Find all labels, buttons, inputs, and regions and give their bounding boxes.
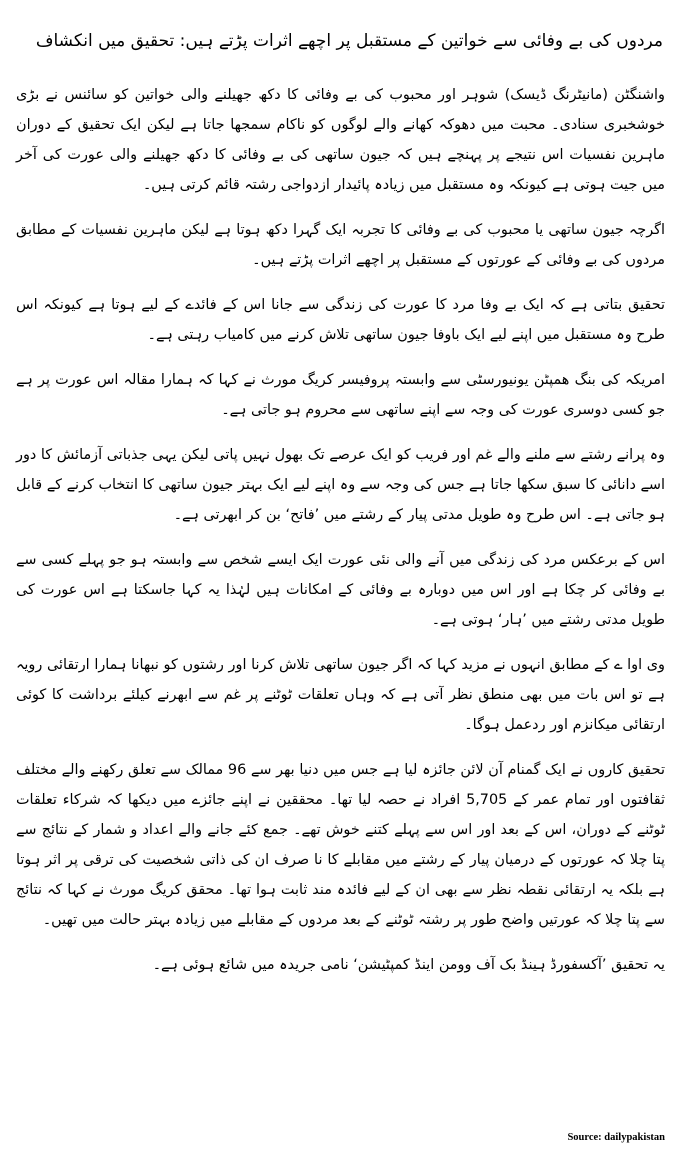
article-paragraph-6: اس کے برعکس مرد کی زندگی میں آنے والی نئی عورت ایک ایسے شخص سے وابستہ ہو جو پہلے کسی سے بے وفائی کر چکا ہے اور اس میں دوبارہ بے وفائی کے امکانات ہیں لہٰذا یہ کہا جاسکتا ہے اس عورت کی طویل مدتی رشتے میں ’ہار‘ ہوتی ہے۔ xyxy=(16,552,665,628)
article-headline: مردوں کی بے وفائی سے خواتین کے مستقبل پر اچھے اثرات پڑتے ہیں: تحقیق میں انکشاف xyxy=(35,31,663,51)
article-paragraph-3: تحقیق بتاتی ہے کہ ایک بے وفا مرد کا عورت کی زندگی سے جانا اس کے فائدے کے لیے ہوتا ہے کیونکہ اس طرح وہ مستقبل میں اپنے لیے ایک باوفا جیون ساتھی تلاش کرنے میں کامیاب رہتی ہے۔ xyxy=(16,297,665,343)
source-credit: Source: dailypakistan xyxy=(567,1132,665,1143)
article-paragraph-7: وی اوا ے کے مطابق انہوں نے مزید کہا کہ اگر جیون ساتھی تلاش کرنا اور رشتوں کو نبھانا ہمارا ارتقائی رویہ ہے تو اس بات میں بھی منطق نظر آتی ہے کہ وہاں تعلقات ٹوٹنے پر غم سے ابھرنے کیلئے برداشت کا کوئی ارتقائی میکانزم اور ردعمل ہوگا۔ xyxy=(16,657,665,733)
article-paragraph-2: اگرچہ جیون ساتھی یا محبوب کی بے وفائی کا تجربہ ایک گہرا دکھ ہوتا ہے لیکن ماہرین نفسیات کے مطابق مردوں کی بے وفائی کے عورتوں کے مستقبل پر اچھے اثرات پڑتے ہیں۔ xyxy=(16,222,665,268)
article-paragraph-8: تحقیق کاروں نے ایک گمنام آن لائن جائزہ لیا ہے جس میں دنیا بھر سے 96 ممالک سے تعلق رکھنے والے مختلف ثقافتوں اور تمام عمر کے 5,705 افراد نے حصہ لیا تھا۔ محققین نے اپنے جائزے میں دیکھا کہ شرکاء تعلقات ٹوٹنے کے دوران، اس کے بعد اور اس سے پہلے کتنے خوش تھے۔ جمع کئے جانے والے اعداد و شمار کے نتائج سے پتا چلا کہ عورتوں کے درمیان پیار کے رشتے میں مقابلے کا نا صرف ان کی ذاتی شخصیت کی ترقی پر اثر ہوتا ہے بلکہ یہ ارتقائی نقطہ نظر سے بھی ان کے لیے فائدہ مند ثابت ہوا تھا۔ محقق کریگ مورث نے کہا کہ نتائج سے پتا چلا کہ عورتیں واضح طور پر رشتہ ٹوٹنے کے بعد مردوں کے مقابلے میں زیادہ بہتر حالت میں تھیں۔ xyxy=(16,762,665,928)
article-paragraph-1: واشنگٹن (مانیٹرنگ ڈیسک) شوہر اور محبوب کی بے وفائی کا دکھ جھیلنے والی خواتین کو سائنس نے بڑی خوشخبری سنادی۔ محبت میں دھوکہ کھانے والے لوگوں کو ناکام سمجھا جاتا ہے لیکن ایک تحقیق کے دوران ماہرین نفسیات اس نتیجے پر پہنچے ہیں کہ جیون ساتھی کی بے وفائی کا دکھ جھیلنے والی عورت کی آخر میں جیت ہوتی ہے کیونکہ وہ مستقبل میں زیادہ پائیدار ازدواجی رشتہ قائم کرتی ہیں۔ xyxy=(16,87,665,193)
article-paragraph-9: یہ تحقیق ’آکسفورڈ ہینڈ بک آف وومن اینڈ کمپٹیشن‘ نامی جریدہ میں شائع ہوئی ہے۔ xyxy=(152,957,665,973)
article-paragraph-4: امریکہ کی بنگ ھمپٹن یونیورسٹی سے وابستہ پروفیسر کریگ مورث نے کہا کہ ہمارا مقالہ اس عورت پر ہے جو کسی دوسری عورت کی وجہ سے اپنے ساتھی سے محروم ہو جاتی ہے۔ xyxy=(16,372,665,418)
article-paragraph-5: وہ پرانے رشتے سے ملنے والے غم اور فریب کو ایک عرصے تک بھول نہیں پاتی لیکن یہی جذباتی آزمائش کا دور اسے دانائی کا سبق سکھا جاتا ہے جس کی وجہ سے وہ اپنے لیے ایک بہتر جیون ساتھی کا انتخاب کرنے کے قابل ہو جاتی ہے۔ اس طرح وہ طویل مدتی پیار کے رشتے میں ’فاتح‘ بن کر ابھرتی ہے۔ xyxy=(16,447,665,523)
